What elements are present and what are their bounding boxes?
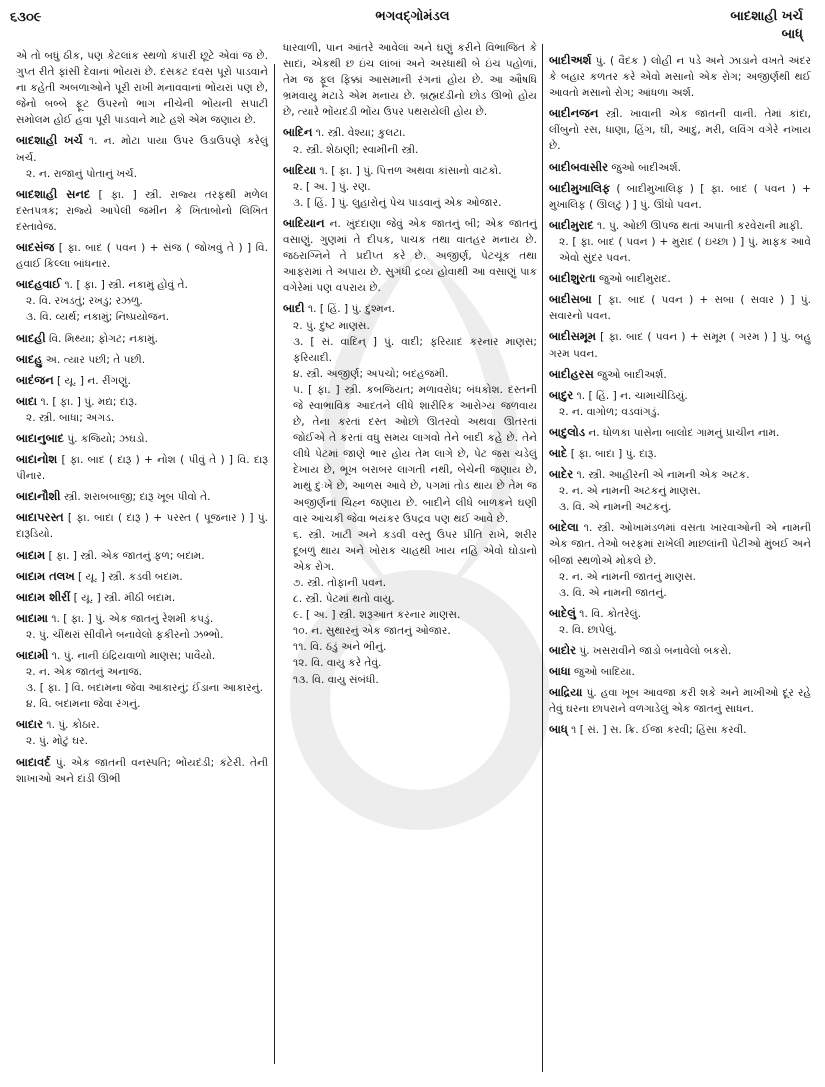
entry-text: ન. ખુંદદાણા જેવું એક જાતનું બી; એક જાતનું વસાણું. ગુણમાં તે દીપક, પાચક તથા વાતહર મનાય છે. જઠરાગ્નિને તે પ્રદીપ્ત કરે છે. અજીર્ણ, પેટચૂંક તથા આફરામાં તે અપાય છે. સુગંધી દ્રવ્ય હોવાથી આ વસાણું પાક વગેરેમાં પણ વપરાય છે. <box>283 217 537 295</box>
entry-headword: બાદીશુરતા <box>549 271 596 286</box>
entry-sense <box>283 639 537 655</box>
dictionary-entry <box>549 270 811 287</box>
entry-text: ૧. [ ફા. ] પું. પિત્તળ અથવા કાંસાનો વાટકો. <box>319 164 502 177</box>
entry-sense <box>283 195 537 211</box>
entry-text: ૧. પું. નાની ઇંદ્રિયવાળો માણસ; પાવૈયો. <box>51 650 216 662</box>
entry-text: ૨. પું. મોટું ઘર. <box>26 735 88 748</box>
entry-text: ૧૧. વિ. ઠંડું અને ભીનું. <box>293 641 387 654</box>
entry-headword: બાધ્ <box>549 722 568 737</box>
entry-text: [ ફા. ] સ્ત્રી. એક જાતનું ફળ; બદામ. <box>48 549 205 562</box>
entry-headword: બાદે <box>549 445 568 460</box>
entry-definition <box>16 716 268 733</box>
entry-definition <box>549 180 811 213</box>
entry-text: ૬. સ્ત્રી. ખાટી અને કડવી વસ્તુ ઉપર પ્રીતિ રાખે, શરીર દૂબળું થાય અને ખોરાક ચાહથી ખાય નહિ એવો ઘોડાનો એક રોગ. <box>293 528 537 573</box>
entry-headword: બાદાનોશ <box>16 452 58 467</box>
dictionary-entry <box>549 52 811 101</box>
entry-headword: બાદામી <box>16 648 49 662</box>
dictionary-entry <box>549 387 811 420</box>
entry-text: અ. ત્યાર પછી; તે પછી. <box>45 353 146 366</box>
entry-sense <box>16 166 268 182</box>
entry-definition <box>549 466 811 483</box>
entry-text: [ યૂ. ] સ્ત્રી. મીઠી બદામ. <box>73 591 176 604</box>
dictionary-entry <box>16 276 268 325</box>
entry-definition <box>549 52 811 101</box>
dictionary-entry <box>16 547 268 564</box>
dictionary-entry <box>283 124 537 157</box>
dictionary-entry <box>16 754 268 787</box>
entry-headword: બાદામ શીરીં <box>16 589 71 604</box>
entry-text: ૩. [ સં. વાદિન્ ] પું. વાદી; ફરિયાદ કરનાર માણસ; ફરિયાદી. <box>293 335 537 364</box>
entry-text: ૨. ન. રાજાનું પોતાનું ખર્ચ. <box>26 167 137 180</box>
entry-definition <box>549 424 811 441</box>
entry-sense <box>16 410 268 426</box>
entry-definition <box>16 547 268 564</box>
dictionary-entry <box>549 291 811 324</box>
entry-headword: બાદા <box>16 393 38 408</box>
column-rule-left <box>274 64 275 1064</box>
entry-sense <box>283 623 537 639</box>
entry-definition <box>549 291 811 324</box>
entry-definition <box>549 105 811 154</box>
entry-headword: બાદીમુખાલિફ <box>549 180 611 195</box>
entry-headword: બાદુલોડ <box>549 424 586 439</box>
entry-text: ૧ [ સં. ] સ. ક્રિ. ઈજા કરવી; હિંસા કરવી. <box>571 724 747 737</box>
entry-text: પું. હવા ખૂબ આવજા કરી શકે અને માખીઓ દૂર રહે તેવું ઘરના છાપરાને વળગાડેલું એક જાતનું સાધન. <box>549 687 811 716</box>
entry-text: ૪. સ્ત્રી. અજીર્ણ; અપચો; બદહજમી. <box>293 367 449 380</box>
entry-definition <box>283 162 537 179</box>
dictionary-entry <box>549 217 811 266</box>
entry-definition <box>16 372 268 389</box>
dictionary-entry <box>16 716 268 749</box>
entry-definition <box>549 328 811 361</box>
dictionary-entry <box>16 132 268 181</box>
entry-sense <box>16 680 268 696</box>
entry-definition <box>549 605 811 622</box>
entry-headword: બાદશાહી ખર્ચ <box>16 133 83 148</box>
entry-headword: બાદામ તલખ <box>16 568 75 583</box>
entry-text: [ ફા. બાદ ( પવન ) + સંજ ( જોખવું તે ) ] વિ. હવાઈ કિલ્લા બાંધનાર. <box>16 242 268 271</box>
entry-headword: બાદી <box>283 301 305 316</box>
entry-sense <box>283 591 537 607</box>
entry-headword: બાદિયાન <box>283 215 325 230</box>
entry-text: ૧. વિ. કોતરેલું. <box>579 607 641 620</box>
dictionary-entry <box>16 393 268 426</box>
dictionary-entry <box>283 40 537 120</box>
entry-headword: બાદોર <box>549 643 577 657</box>
entry-text: ૧૨. વિ. વાયુ કરે તેવું. <box>293 657 382 670</box>
column-1 <box>16 48 268 791</box>
entry-definition <box>549 642 811 659</box>
dictionary-entry <box>549 466 811 515</box>
entry-sense <box>283 318 537 334</box>
dictionary-entry <box>16 610 268 643</box>
entry-headword: બાદ્રિયા <box>549 685 583 700</box>
entry-text: ૨. [ ફા. બાદ ( પવન ) + મુરાદ ( ઇચ્છા ) ] પું. માફક આવે એવો સુંદર પવન. <box>559 235 811 265</box>
entry-headword: બાદહી <box>16 330 46 345</box>
dictionary-entry <box>549 642 811 659</box>
dictionary-entry <box>549 180 811 213</box>
entry-headword: બાદહવાઈ <box>16 277 62 292</box>
dictionary-entry <box>549 684 811 717</box>
entry-text: ૨. ન. એ નામની જાતનું માણસ. <box>559 570 697 583</box>
entry-sense <box>283 655 537 671</box>
entry-definition <box>549 519 811 568</box>
entry-sense <box>549 499 811 515</box>
entry-headword: બાદામ <box>16 547 46 562</box>
entry-headword: બાદેલું <box>549 605 576 620</box>
entry-sense <box>283 142 537 158</box>
dictionary-entry <box>549 605 811 638</box>
dictionary-entry <box>549 424 811 441</box>
entry-definition <box>16 568 268 585</box>
guide-word-first: બાદશાહી ખર્ચ <box>730 9 803 24</box>
entry-definition <box>16 276 268 293</box>
entry-headword: બાદાપરસ્ત <box>16 510 64 525</box>
entry-headword: બાદીબવાસીર <box>549 159 608 174</box>
running-title: ભગવદ્ગોમંડલ <box>375 9 450 24</box>
entry-sense <box>549 404 811 420</box>
entry-text: ( બાદીમુખાલિફ ) [ ફા. બાદ ( પવન ) + મુખાલિફ ( ઊલટું ) ] પું. ઊંધો પવન. <box>549 182 811 211</box>
entry-text: ૨. પું. દુષ્ટ માણસ. <box>293 319 370 332</box>
entry-headword: બાદાવર્દ <box>16 754 51 769</box>
dictionary-entry <box>16 647 268 712</box>
dictionary-entry <box>16 239 268 272</box>
entry-definition <box>283 215 537 296</box>
entry-definition <box>16 488 268 505</box>
dictionary-entry <box>16 430 268 447</box>
entry-text: ૨. ન. એ નામની અટકનું માણસ. <box>559 485 701 498</box>
entry-headword: બાદીઅર્શ <box>549 53 592 67</box>
entry-text: ૩. [ હિં. ] પું. લુહારોનું પેચ પાડવાનું એક ઓજાર. <box>293 196 502 209</box>
entry-text: ૧. સ્ત્રી. વેશ્યા; કુલટા. <box>315 127 406 140</box>
dictionary-entry <box>16 186 268 235</box>
entry-definition <box>283 40 537 120</box>
entry-text: ૧. સ્ત્રી. ઓખામંડળમાં વસતા ખારવાઓની એ નામની એક જાત. તેઓ બરફમાં રાખેલી માછલાંની પેટીઓ મુંબઈ અને બીજાં સ્થળોએ મોકલે છે. <box>549 522 812 567</box>
column-2 <box>283 40 537 692</box>
entry-text: પું. ( વૈદક ) લોહી ન પડે અને ઝાડાને વખતે અંદર કે બહાર કળતર કરે એવો મસાનો એક રોગ; અજીર્ણથી થઈ આવતો મસાનો રોગ; આંધળા અર્શ. <box>549 55 811 100</box>
entry-text: ૧૦. ન. સુથારનું એક જાતનું ઓજાર. <box>293 625 451 638</box>
entry-headword: બાદિયા <box>283 162 316 177</box>
dictionary-entry <box>16 351 268 368</box>
entry-definition <box>16 239 268 272</box>
dictionary-entry <box>549 445 811 462</box>
entry-text: ૫. [ ફા. ] સ્ત્રી. કબજિયત; મળાવરોધ; બંધકોશ. દસ્તની જે સ્વાભાવિક આદતને લીધે શારીરિક આરોગ્ય જળવાય છે, તેના કરતાં દસ્ત ઓછો ઊતરવો અથવા ઊતરતાં જોઈએ તે કરતાં વધુ સમય લાગવો તેને બાદી કહે છે. તેને લીધે પેટમાં જાણે ભાર હોય તેમ લાગે છે, પેટ જરા ચડેલું દેખાય છે, ભૂખ બરાબર લાગતી નથી, બેચેની જણાય છે, માથું દુઃખે છે, આળસ આવે છે, પગમાં તોડ થાય છે તેમ જ અજીર્ણનાં ચિહ્ન જણાય છે. બાદીને લીધે બાળકને ઘણી વાર આંચકી જેવા ભયંકર ઉપદ્રવ પણ થઈ આવે છે. <box>293 383 537 525</box>
entry-headword: બાદંજન <box>16 372 54 387</box>
entry-definition <box>16 48 268 128</box>
entry-text: જુઓ બાદિયા. <box>573 666 635 679</box>
entry-text: ૮. સ્ત્રી. પેટમાં થતો વાયુ. <box>293 593 395 606</box>
entry-headword: બાદીહરસ <box>549 366 594 381</box>
dictionary-entry <box>16 48 268 128</box>
entry-headword: બાદાર <box>16 717 43 732</box>
entry-text: ૪. વિ. બદામના જેવા રંગનું. <box>26 698 141 711</box>
entry-definition <box>16 430 268 447</box>
column-rule-right <box>542 44 543 1072</box>
entry-definition <box>16 509 268 542</box>
entry-text: [ ફા. બાદ ( પવન ) + સબા ( સવાર ) ] પું. સવારનો પવન. <box>549 294 811 323</box>
entry-text: સ્ત્રી. ખાવાની એક જાતની વાની. તેમાં કાંદા, લીંબુનો રસ, ધાણા, હિંગ, ઘી, આદુ, મરી, લવિંગ વગેરે નખાય છે. <box>549 108 811 153</box>
dictionary-entry <box>16 372 268 389</box>
entry-definition <box>549 663 811 680</box>
entry-definition <box>16 186 268 235</box>
entry-text: ૨. [ અ. ] પું. રણ. <box>293 180 371 193</box>
entry-text: એ તો બધું ઠીક, પણ કેટલાંક સ્થળો કંપારી છૂટે એવાં જ છે. ગુપ્ત રીતે ફાંસી દેવાનાં ભોંયરાં છે. દસકટ દવસ પૂરો પાડવાને ના કહેતી અબળાઓને પૂરી રાખી મનાવવાનાં ભોંયરાં પણ છે, જેનો બબ્બે ફૂટ ઉપરનો ભાગ નીચેની ભોંયની સપાટી સમોલમ હોઈ હવા પૂરી પાડવાને માટે હશે એમ જણાય છે. <box>16 50 268 127</box>
entry-definition <box>16 589 268 606</box>
dictionary-entry <box>16 568 268 585</box>
entry-text: જુઓ બાદીમુરાદ. <box>598 273 671 286</box>
entry-headword: બાદેર <box>549 467 574 482</box>
entry-headword: બાદીમુરાદ <box>549 217 594 232</box>
entry-definition <box>549 445 811 462</box>
entry-headword: બાદામા <box>16 610 48 625</box>
entry-definition <box>16 330 268 347</box>
dictionary-entry <box>549 663 811 680</box>
guide-word-last: બાધ્ <box>781 27 803 42</box>
entry-definition <box>16 647 268 664</box>
entry-sense <box>549 585 811 601</box>
entry-definition <box>549 270 811 287</box>
dictionary-entry <box>16 509 268 542</box>
entry-definition <box>549 217 811 234</box>
entry-text: [ યૂ. ] ન. રીંગણું. <box>56 374 131 387</box>
entry-definition <box>16 393 268 410</box>
entry-definition <box>549 684 811 717</box>
entry-sense <box>549 569 811 585</box>
entry-sense <box>16 309 268 325</box>
entry-text: ૧. [ ફા. ] પું. મદ્ય; દારૂ. <box>40 395 138 408</box>
guide-words <box>730 8 803 44</box>
dictionary-entry <box>283 300 537 687</box>
dictionary-entry <box>549 328 811 361</box>
entry-text: જુઓ બાદીઅર્શ. <box>597 368 667 381</box>
entry-text: [ ફા. બાદા ( દારૂ ) + પરસ્ત ( પૂજનાર ) ] પું. દારૂડિયો. <box>16 512 269 541</box>
entry-sense <box>16 627 268 643</box>
entry-headword: બાધા <box>549 664 571 679</box>
entry-text: વિ. મિથ્યા; ફોગટ; નકામું. <box>49 332 158 345</box>
entry-sense <box>16 293 268 309</box>
entry-headword: બાદુર <box>549 387 574 402</box>
entry-text: પું. એક જાતની વનસ્પતિ; ભોંયદંડી; કંટેરી. તેની શાખાઓ અને દાંડી ઊભી <box>16 756 268 785</box>
entry-text: ૧. ન. મોટા પાયા ઉપર ઉડાઉપણે કરેલું ખર્ચ. <box>16 135 268 164</box>
entry-text: ૧. પું. કોઠાર. <box>46 719 100 732</box>
entry-text: ૧. [ ફા. ] સ્ત્રી. નકામું હોવું તે. <box>64 279 188 292</box>
entry-text: પું. કજિયો; ઝઘડો. <box>67 432 148 445</box>
entry-definition <box>549 159 811 176</box>
entry-sense <box>16 664 268 680</box>
entry-text: ધારવાળી, પાન આંતરે આવેલાં અને ઘણું કરીને વિભાજિત કે સાદાં, એકથી છ ઇંચ લાંબાં અને અરધાથી બે ઇંચ પહોળાં, તેમ જ ફૂલ ફિક્કાં આસમાની રંગનાં હોય છે. આ ઔષધિ ભ્રમવાયુ મટાડે એમ મનાય છે. બ્રહ્મદંડીનો છોડ ઊભો હોય છે, ત્યારે ભોંયદંડી ભોંય ઉપર પથરાયેલી હોય છે. <box>283 42 537 119</box>
column-3 <box>549 52 811 742</box>
entry-text: ૧. [ હિં. ] ન. ચામાચીડિયું. <box>576 389 688 402</box>
entry-definition <box>549 387 811 404</box>
entry-headword: બાદેલા <box>549 520 579 535</box>
entry-sense <box>283 672 537 688</box>
entry-definition <box>16 132 268 165</box>
entry-sense <box>549 622 811 638</box>
entry-sense <box>283 527 537 575</box>
entry-text: ૨. વિ. છાપેલું. <box>559 623 617 636</box>
dictionary-entry <box>283 162 537 211</box>
entry-headword: બાદિન <box>283 125 313 140</box>
entry-text: ૭. સ્ત્રી. તોફાની પવન. <box>293 577 387 589</box>
entry-text: [ યૂ. ] સ્ત્રી. કડવી બદામ. <box>78 570 183 583</box>
entry-text: ૩. વિ. એ નામની અટકનું. <box>559 501 672 514</box>
dictionary-entry <box>16 488 268 505</box>
entry-definition <box>16 451 268 484</box>
entry-text: [ ફા. બાદા ] પું. દારૂ. <box>570 447 657 460</box>
entry-text: ૨. ન. વાગોળ; વડવાંગડું. <box>559 405 660 418</box>
page-number: ૬૩૦૯ <box>10 10 42 25</box>
entry-definition <box>549 721 811 738</box>
entry-text: ૩. વિ. વ્યર્થ; નકામું; નિષ્પ્રયોજન. <box>26 311 170 324</box>
entry-headword: બાદહુ <box>16 351 43 366</box>
entry-text: ૯. [ અ. ] સ્ત્રી. શરૂઆત કરનાર માણસ. <box>293 609 461 622</box>
entry-sense <box>283 575 537 591</box>
entry-sense <box>16 696 268 712</box>
page-header <box>0 0 825 44</box>
dictionary-entry <box>549 366 811 383</box>
entry-text: [ ફા. ] સ્ત્રી. રાજ્ય તરફથી મળેલ દસ્તપત્રક; રાજ્યે આપેલી જમીન કે ખિતાબોનો લિખિત દસ્તાવેજ. <box>16 188 268 233</box>
entry-text: ૨. સ્ત્રી. બાધા; અગડ. <box>26 411 115 424</box>
dictionary-entry <box>549 105 811 154</box>
entry-text: જુઓ બાદીઅર્શ. <box>611 161 681 174</box>
dictionary-entry <box>549 159 811 176</box>
entry-definition <box>16 610 268 627</box>
entry-text: સ્ત્રી. શરાબબાજી; દારૂ ખૂબ પીવો તે. <box>63 491 211 504</box>
entry-text: ૧૩. વિ. વાયુ સંબંધી. <box>293 673 379 686</box>
entry-text: [ ફા. બાદ ( દારૂ ) + નોશ ( પીવું તે ) ] વિ. દારૂ પીનાર. <box>16 454 268 483</box>
entry-sense <box>283 382 537 527</box>
entry-headword: બાદીસબા <box>549 292 592 307</box>
dictionary-entry <box>16 589 268 606</box>
entry-text: ૨. ન. એક જાતનું અનાજ. <box>26 666 143 679</box>
entry-text: ૧. સ્ત્રી. આહીરની એ નામની એક અટક. <box>576 469 750 482</box>
entry-definition <box>16 351 268 368</box>
entry-headword: બાદસંજ <box>16 240 55 255</box>
entry-text: [ ફા. બાદ ( પવન ) + સમૂમ ( ગરમ ) ] પું. બહુ ગરમ પવન. <box>549 331 811 360</box>
entry-definition <box>283 300 537 317</box>
entry-text: ૨. પું. ચીંથરાં સીવીને બનાવેલો ફકીરનો ઝભ્ભો. <box>26 628 224 641</box>
dictionary-entry <box>283 215 537 296</box>
entry-headword: બાદશાહી સનદ <box>16 186 91 201</box>
entry-definition <box>549 366 811 383</box>
entry-text: ૨. સ્ત્રી. શેઠાણી; સ્વામીની સ્ત્રી. <box>293 143 419 156</box>
entry-sense <box>283 179 537 195</box>
entry-headword: બાદાનુબાદ <box>16 430 64 445</box>
entry-sense <box>549 234 811 266</box>
entry-headword: બાદીનજન <box>549 106 599 121</box>
entry-text: ૧. [ હિં. ] પું. દુશ્મન. <box>307 303 395 316</box>
entry-sense <box>16 733 268 749</box>
entry-text: ૧. પું. ઓછી ઊપજ થતાં અપાતી કરવેરાની માફી. <box>597 219 803 232</box>
dictionary-entry <box>549 519 811 600</box>
dictionary-entry <box>16 330 268 347</box>
entry-definition <box>16 754 268 787</box>
entry-text: પું. ખસરાવીને જાડો બનાવેલો બકરો. <box>579 645 732 657</box>
dictionary-entry <box>16 451 268 484</box>
entry-text: ૩. વિ. એ નામની જાતનું. <box>559 586 667 599</box>
entry-sense <box>283 366 537 382</box>
entry-headword: બાદીસમૂમ <box>549 329 596 344</box>
dictionary-entry <box>549 721 811 738</box>
entry-text: ૧. [ ફા. ] પું. એક જાતનું રેશમી કપડું. <box>51 612 214 625</box>
entry-text: ન. ધોળકા પાસેના બાલોદ ગામનું પ્રાચીન નામ. <box>588 426 780 439</box>
entry-definition <box>283 124 537 141</box>
entry-sense <box>283 607 537 623</box>
entry-text: ૨. વિ. રખડતું; રખડુ; રઝળુ. <box>26 295 143 308</box>
entry-text: ૩. [ ફા. ] વિ. બદામના જેવા આકારનું; ઈંડાના આકારનું. <box>26 682 263 695</box>
entry-sense <box>549 483 811 499</box>
entry-headword: બાદાનૌશી <box>16 489 61 504</box>
entry-sense <box>283 334 537 366</box>
